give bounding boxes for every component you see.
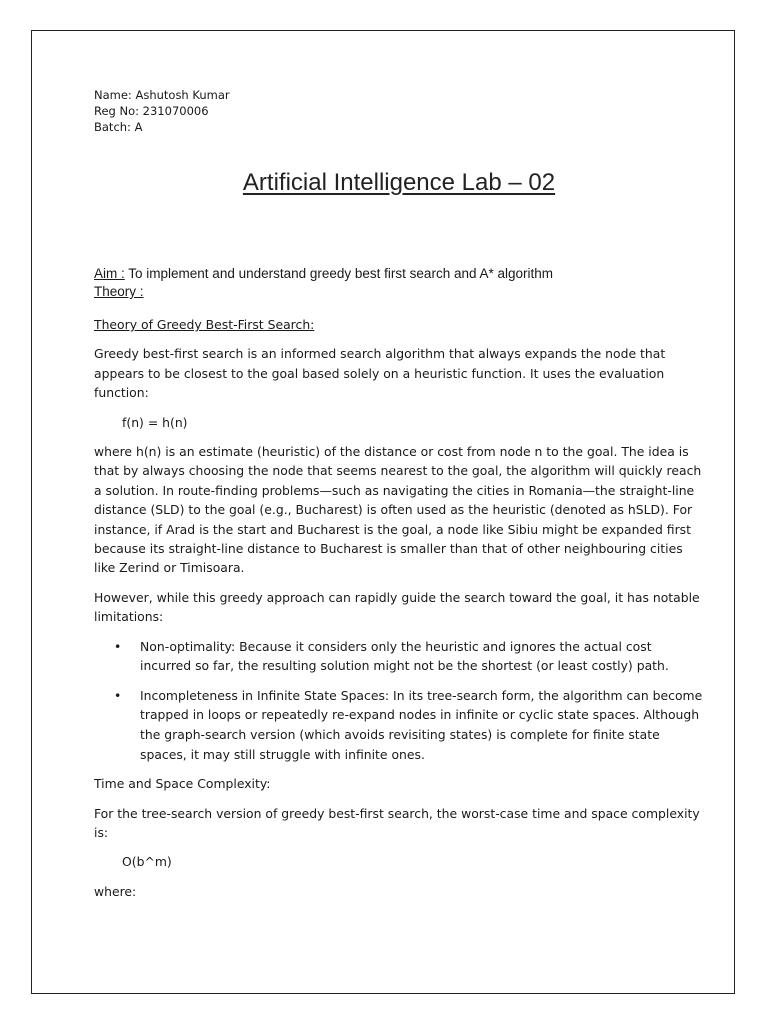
list-item-text: Incompleteness in Infinite State Spaces: In its tree-search form, the algorithm can become trapped in loops or repeatedly re-expand nodes in infinite or cyclic state spaces. Although the graph-search version (which avoids revisiting states) is complete for finite state spaces, it may still struggle with infinite ones. [140, 687, 703, 762]
document-body [94, 87, 704, 901]
batch-line: Batch: A [94, 120, 143, 134]
section-heading: Theory of Greedy Best-First Search: [94, 317, 315, 332]
formula-heuristic: f(n) = h(n) [122, 414, 188, 430]
list-item [94, 686, 704, 764]
aim-line [94, 265, 704, 301]
student-info [94, 87, 704, 135]
explanation-paragraph: where h(n) is an estimate (heuristic) of the distance or cost from node n to the goal. The idea is that by always choosing the node that seems nearest to the goal, the algorithm will quickly reach a solution. In route-finding problems—such as navigating the cities in Romania—the straight-line distance (SLD) to the goal (e.g., Bucharest) is often used as the heuristic (denoted as hSLD). For instance, if Arad is the start and Bucharest is the goal, a node like Sibiu might be expanded first because its straight-line distance to Bucharest is smaller than that of other neighbouring cities like Zerind or Timisoara. [94, 444, 702, 576]
aim-label: Aim : [94, 266, 125, 281]
complexity-heading: Time and Space Complexity: [94, 776, 271, 792]
aim-text: To implement and understand greedy best first search and A* algorithm [124, 266, 554, 281]
formula-complexity: O(b^m) [122, 854, 172, 870]
limitations-list [94, 637, 704, 765]
limitations-intro: However, while this greedy approach can rapidly guide the search toward the goal, it has notable limitations: [94, 589, 700, 625]
page-title: Artificial Intelligence Lab – 02 [242, 169, 556, 196]
list-item [94, 637, 704, 676]
where-label: where: [94, 883, 137, 899]
bullet-icon: • [114, 638, 122, 654]
list-item-text: Non-optimality: Because it considers only the heuristic and ignores the actual cost incurred so far, the resulting solution might not be the shortest (or least costly) path. [140, 638, 669, 674]
intro-paragraph: Greedy best-first search is an informed search algorithm that always expands the node that appears to be closest to the goal based solely on a heuristic function. It uses the evaluation function: [94, 346, 666, 401]
name-line: Name: Ashutosh Kumar [94, 88, 230, 102]
complexity-paragraph: For the tree-search version of greedy best-first search, the worst-case time and space complexity is: [94, 805, 700, 841]
bullet-icon: • [114, 687, 122, 703]
reg-line: Reg No: 231070006 [94, 104, 209, 118]
theory-label: Theory : [94, 284, 144, 299]
page-border [31, 30, 735, 994]
